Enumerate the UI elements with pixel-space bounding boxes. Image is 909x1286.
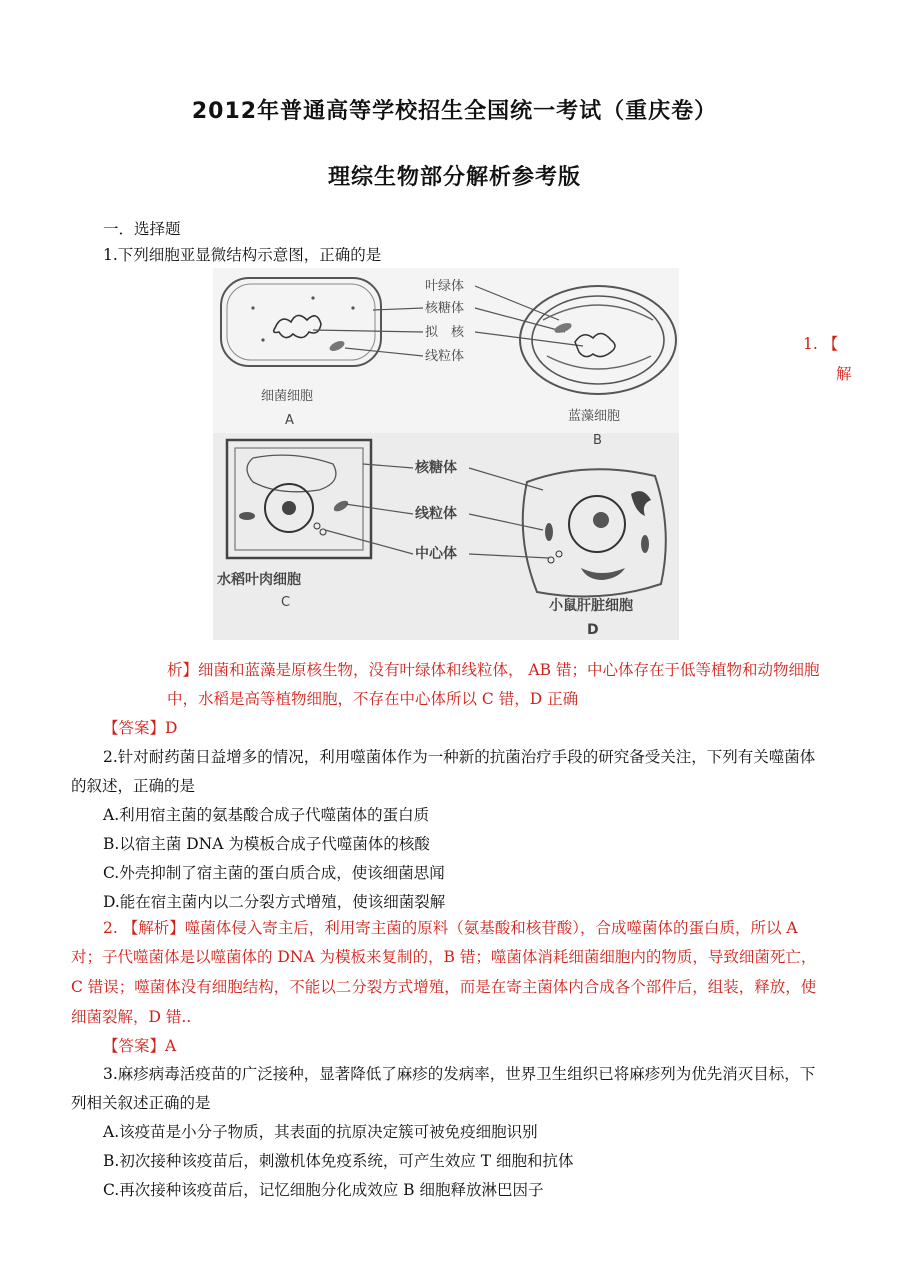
q3-option-b: B.初次接种该疫苗后，刺激机体免疫系统，可产生效应 T 细胞和抗体 <box>103 1152 574 1170</box>
q2-analysis-line1: 2. 【解析】噬菌体侵入寄主后，利用寄主菌的原料（氨基酸和核苷酸），合成噬菌体的蛋白质，所以 A <box>103 919 798 937</box>
q1-stem: 1.下列细胞亚显微结构示意图，正确的是 <box>103 246 382 264</box>
q2-option-c: C.外壳抑制了宿主菌的蛋白质合成，使该细菌思闻 <box>103 864 445 882</box>
q2-analysis-line2: 对；子代噬菌体是以噬菌体的 DNA 为模板来复制的，B 错；噬菌体消耗细菌细胞内的物质，导致细菌死亡， <box>71 948 817 966</box>
label-mitochondrion-2: 线粒体 <box>415 506 457 522</box>
q1-side-char: 解 <box>836 365 852 383</box>
q1-answer: 【答案】D <box>103 719 178 737</box>
label-chloroplast: 叶绿体 <box>425 279 465 294</box>
q3-stem-line2: 列相关叙述正确的是 <box>71 1094 211 1112</box>
cell-d-label: 小鼠肝脏细胞 <box>549 598 633 614</box>
q3-option-a: A.该疫苗是小分子物质，其表面的抗原决定簇可被免疫细胞识别 <box>103 1123 538 1141</box>
cell-b-letter: B <box>593 433 602 448</box>
cell-d-letter: D <box>587 622 599 638</box>
page-subtitle: 理综生物部分解析参考版 <box>327 165 581 190</box>
q2-answer: 【答案】A <box>103 1037 177 1055</box>
cell-c-letter: C <box>281 595 291 610</box>
cell-a-letter: A <box>285 413 294 428</box>
q3-stem-line1: 3.麻疹病毒活疫苗的广泛接种，显著降低了麻疹的发病率，世界卫生组织已将麻疹列为优先消灭目标，下 <box>103 1065 816 1083</box>
label-ribosome-2: 核糖体 <box>415 460 457 476</box>
q2-analysis-line4: 细菌裂解，D 错.. <box>71 1008 192 1026</box>
cell-a-label: 细菌细胞 <box>261 389 314 404</box>
q2-option-b: B.以宿主菌 DNA 为模板合成子代噬菌体的核酸 <box>103 835 430 853</box>
page-title: 2012年普通高等学校招生全国统一考试（重庆卷） <box>191 99 718 124</box>
q1-side-number: 1. 【 <box>803 335 839 353</box>
q2-analysis-line3: C 错误；噬菌体没有细胞结构，不能以二分裂方式增殖，而是在寄主菌体内合成各个部件后，组装，释放，使 <box>71 978 817 996</box>
cell-b-label: 蓝藻细胞 <box>568 409 621 424</box>
cell-structure-figure <box>213 268 679 640</box>
label-nucleoid: 拟 核 <box>425 325 465 340</box>
label-mitochondrion: 线粒体 <box>425 349 465 364</box>
section-heading: 一．选择题 <box>103 220 181 238</box>
q2-stem-line2: 的叙述，正确的是 <box>71 777 196 795</box>
label-ribosome: 核糖体 <box>425 301 465 316</box>
label-centrosome: 中心体 <box>415 546 457 562</box>
q1-analysis-line1: 析】细菌和蓝藻是原核生物，没有叶绿体和线粒体， AB 错；中心体存在于低等植物和动物细胞 <box>167 661 820 679</box>
q1-analysis-line2: 中，水稻是高等植物细胞，不存在中心体所以 C 错，D 正确 <box>167 690 579 708</box>
q2-option-d: D.能在宿主菌内以二分裂方式增殖，使该细菌裂解 <box>103 893 446 911</box>
q2-option-a: A.利用宿主菌的氨基酸合成子代噬菌体的蛋白质 <box>103 806 430 824</box>
cell-c-label: 水稻叶肉细胞 <box>217 572 301 588</box>
q2-stem-line1: 2.针对耐药菌日益增多的情况，利用噬菌体作为一种新的抗菌治疗手段的研究备受关注，下列有关噬菌体 <box>103 748 816 766</box>
q3-option-c: C.再次接种该疫苗后，记忆细胞分化成效应 B 细胞释放淋巴因子 <box>103 1181 544 1199</box>
